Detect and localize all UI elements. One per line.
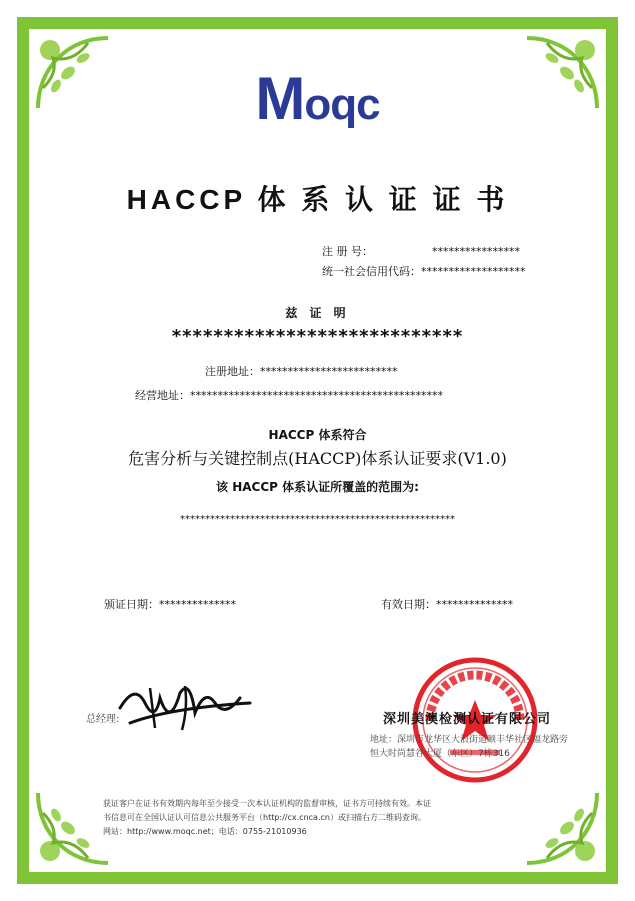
expiry-date-value: ************** — [436, 598, 513, 611]
company-name: 深圳美澳检测认证有限公司 — [383, 712, 552, 727]
logo-letter-m: M — [255, 65, 305, 132]
certify-heading: 兹 证 明 — [285, 306, 350, 320]
logo-letters: oqc — [304, 80, 380, 129]
reg-no-label: 注 册 号： — [322, 245, 373, 258]
credit-code-value: ******************* — [421, 265, 526, 278]
organization-name: **************************** — [171, 326, 464, 347]
business-address-value: ********************************************** — [190, 389, 443, 402]
registered-address-label: 注册地址： — [205, 365, 260, 378]
company-address-line2: 恒大时尚慧谷大厦（东区）7栋316 — [370, 749, 510, 759]
issue-date — [104, 596, 236, 612]
business-address-label: 经营地址： — [135, 389, 190, 402]
business-address — [135, 387, 443, 403]
expiry-date-label: 有效日期： — [381, 598, 436, 611]
registered-address — [205, 363, 398, 379]
issue-date-label: 颁证日期： — [104, 598, 159, 611]
issue-date-value: ************** — [159, 598, 236, 611]
reg-no-value: **************** — [432, 245, 520, 258]
scope-value: ******************************************************* — [180, 514, 455, 525]
expiry-date — [381, 596, 513, 612]
company-address-line1: 地址：深圳市龙华区大浪街道颐丰华社区福龙路旁 — [370, 735, 569, 745]
registration-block — [322, 242, 526, 282]
credit-code-label: 统一社会信用代码： — [322, 265, 421, 278]
certificate-title: HACCP 体 系 认 证 证 书 — [126, 184, 509, 215]
moqc-logo — [0, 64, 635, 140]
registered-address-value: ************************* — [260, 365, 398, 378]
standard-name: 危害分析与关键控制点(HACCP)体系认证要求(V1.0) — [128, 449, 507, 468]
scheme-line: HACCP 体系符合 — [268, 428, 367, 442]
floral-corner-icon — [517, 783, 607, 873]
general-manager-label: 总经理: — [86, 714, 120, 725]
footnote: 获证客户在证书有效期内每年至少接受一次本认证机构的监督审核，证书方可持续有效。本证书信息可在全国认证认可信息公共服务平台（http://cx.cnca.cn）或扫描右方二维码查询。网站：http://www.moqc.net；电话：0755-21010936 — [103, 799, 431, 836]
scope-label: 该 HACCP 体系认证所覆盖的范围为: — [216, 480, 419, 494]
signature-icon — [100, 668, 260, 748]
